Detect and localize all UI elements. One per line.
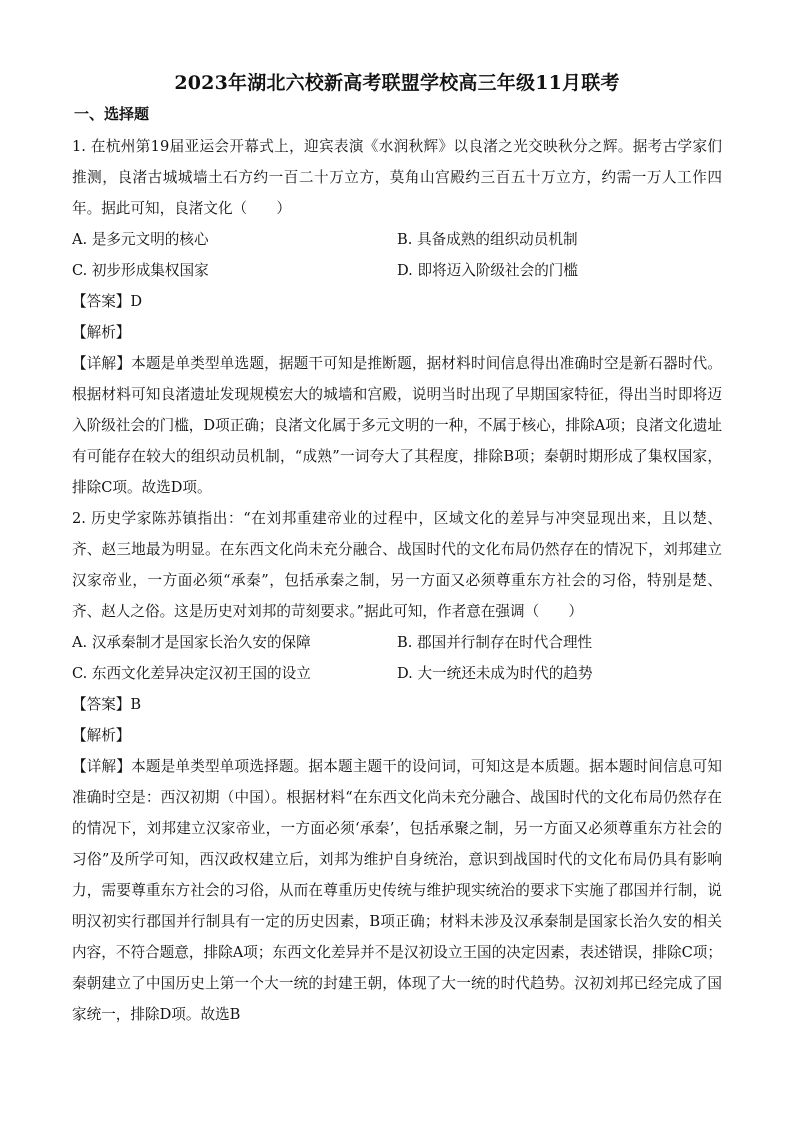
option-a: A. 是多元文明的核心 (72, 231, 209, 248)
option-b: B. 具备成熟的组织动员机制 (397, 231, 578, 248)
option-d: D. 即将迈入阶级社会的门槛 (397, 262, 578, 279)
option-c: C. 初步形成集权国家 (72, 262, 209, 279)
answer-label: 【答案】B (72, 696, 142, 713)
option-c: C. 东西文化差异决定汉初王国的设立 (72, 665, 311, 682)
options-grid (72, 627, 722, 689)
question-stem: 2. 历史学家陈苏镇指出：“在刘邦重建帝业的过程中，区域文化的差异与冲突显现出来，且以楚、齐、赵三地最为明显。在东西文化尚未充分融合、战国时代的文化布局仍然存在的情况下，刘邦建立汉家帝业，一方面必须“承秦”，包括承秦之制，另一方面又必须尊重东方社会的习俗，特别是楚、齐、赵人之俗。这是历史对刘邦的苛刻要求。”据此可知，作者意在强调（ ） (72, 510, 722, 620)
page-title: 2023年湖北六校新高考联盟学校高三年级11月联考 (174, 72, 620, 94)
options-grid (72, 224, 722, 286)
option-b: B. 郡国并行制存在时代合理性 (397, 634, 593, 651)
question-stem: 1. 在杭州第19届亚运会开幕式上，迎宾表演《水润秋辉》以良渚之光交映秋分之辉。据考古学家们推测，良渚古城城墙土石方约一百二十万立方，莫角山宫殿约三百五十万立方，约需一万人工作四年。据此可知，良渚文化（ ） (72, 138, 722, 217)
option-a: A. 汉承秦制才是国家长治久安的保障 (72, 634, 311, 651)
question-1 (72, 131, 722, 503)
section-heading: 一、选择题 (74, 105, 150, 123)
analysis-label: 【解析】 (72, 727, 131, 744)
detail-text: 【详解】本题是单类型单选题，据题干可知是推断题，据材料时间信息得出准确时空是新石器时代。根据材料可知良渚遗址发现规模宏大的城墙和宫殿，说明当时出现了早期国家特征，得出当时即将迈入阶级社会的门槛，D项正确；良渚文化属于多元文明的一种，不属于核心，排除A项；良渚文化遗址有可能存在较大的组织动员机制，“成熟”一词夸大了其程度，排除B项；秦朝时期形成了集权国家，排除C项。故选D项。 (72, 355, 722, 496)
question-2 (72, 503, 722, 1030)
answer-label: 【答案】D (72, 293, 143, 310)
analysis-label: 【解析】 (72, 324, 131, 341)
detail-text: 【详解】本题是单类型单项选择题。据本题主题干的设问词，可知这是本质题。据本题时间信息可知准确时空是：西汉初期（中国）。根据材料“在东西文化尚未充分融合、战国时代的文化布局仍然存在的情况下，刘邦建立汉家帝业，一方面必须‘承秦’，包括承聚之制，另一方面又必须尊重东方社会的习俗”及所学可知，西汉政权建立后，刘邦为维护自身统治，意识到战国时代的文化布局仍具有影响力，需要尊重东方社会的习俗，从而在尊重历史传统与维护现实统治的要求下实施了郡国并行制，说明汉初实行郡国并行制具有一定的历史因素，B项正确；材料未涉及汉承秦制是国家长治久安的相关内容，不符合题意，排除A项；东西文化差异并不是汉初设立王国的决定因素，表述错误，排除C项；秦朝建立了中国历史上第一个大一统的封建王朝，体现了大一统的时代趋势。汉初刘邦已经完成了国家统一，排除D项。故选B (72, 758, 722, 1023)
document-page (72, 68, 722, 1030)
option-d: D. 大一统还未成为时代的趋势 (397, 665, 593, 682)
